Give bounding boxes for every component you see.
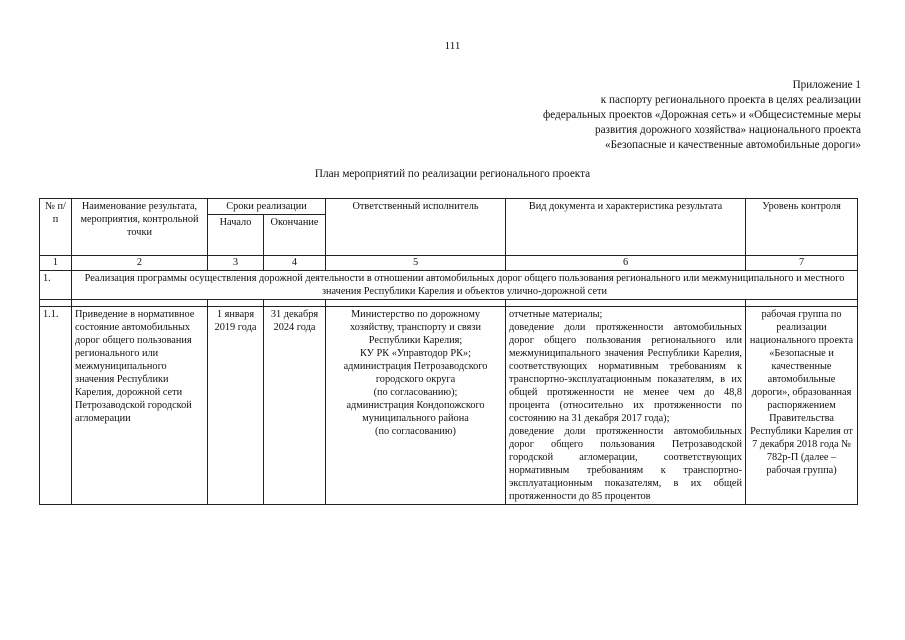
responsible-line: (по согласованию); [373,387,458,398]
responsible-line: администрация Кондопожского муниципального района [346,400,485,424]
header-num: № п/п [40,199,72,256]
section-row [40,271,858,300]
appendix-line: к паспорту регионального проекта в целях реализации [600,94,861,106]
row-responsible [326,307,506,505]
column-number-row [40,256,858,271]
section-title: Реализация программы осуществления дорожной деятельности в отношении автомобильных дорог общего пользования регионального или межмуниципального и местного значения Республики Карелия и объектов улично-дорожной сети [72,271,858,300]
appendix-line: федеральных проектов «Дорожная сеть» и «Общесистемные меры [542,109,861,121]
column-number: 7 [746,256,858,271]
responsible-line: (по согласованию) [375,426,456,437]
column-number: 6 [506,256,746,271]
result-line: доведение доли протяженности автомобильных дорог общего пользования Петрозаводской городской агломерации, соответствующих нормативным требованиям к транспортно-эксплуатационным показателям, в их общей протяженности до 85 процентов [509,426,743,502]
result-line: отчетные материалы; [509,309,603,320]
appendix-line: развития дорожного хозяйства» национального проекта [594,124,861,136]
section-num: 1. [40,271,72,300]
column-number: 4 [264,256,326,271]
row-end: 31 декабря 2024 года [264,307,326,505]
column-number: 3 [208,256,264,271]
responsible-line: администрация Петрозаводского городского округа [343,361,488,385]
column-number: 1 [40,256,72,271]
header-terms: Сроки реализации [208,199,326,215]
row-result [506,307,746,505]
header-end: Окончание [264,215,326,256]
column-number: 2 [72,256,208,271]
header-name: Наименование результата, мероприятия, контрольной точки [72,199,208,256]
responsible-line: Министерство по дорожному хозяйству, транспорту и связи Республики Карелия; [350,309,481,346]
header-row [40,199,858,215]
appendix-header [543,78,861,153]
header-responsible: Ответственный исполнитель [326,199,506,256]
appendix-line: Приложение 1 [792,79,861,91]
row-name: Приведение в нормативное состояние автомобильных дорог общего пользования регионального или межмуниципального значения Республики Карелия, дорожной сети Петрозаводской городской агломерации [72,307,208,505]
header-doc-type: Вид документа и характеристика результата [506,199,746,256]
row-num: 1.1. [40,307,72,505]
appendix-line: «Безопасные и качественные автомобильные дороги» [604,139,861,151]
plan-table [39,198,858,505]
header-start: Начало [208,215,264,256]
result-line: доведение доли протяженности автомобильных дорог общего пользования регионального или межмуниципального значения Республики Карелия, соответствующих нормативным требованиям к транспортно-эксплуатационным показателям, в их общей протяженности не менее чем до 48,8 процента (относительно их протяженности по состоянию на 31 декабря 2017 года); [509,322,743,424]
row-control: рабочая группа по реализации национального проекта «Безопасные и качественные автомобильные дороги», образованная распоряжением Правительства Республики Карелия от 7 декабря 2018 года № 782р-П (далее – рабочая группа) [746,307,858,505]
plan-title: План мероприятий по реализации регионального проекта [314,168,591,180]
spacer-row [40,300,858,307]
table-row [40,307,858,505]
page-number: 111 [444,40,461,52]
column-number: 5 [326,256,506,271]
responsible-line: КУ РК «Управтодор РК»; [360,348,472,359]
row-start: 1 января 2019 года [208,307,264,505]
header-control: Уровень контроля [746,199,858,256]
